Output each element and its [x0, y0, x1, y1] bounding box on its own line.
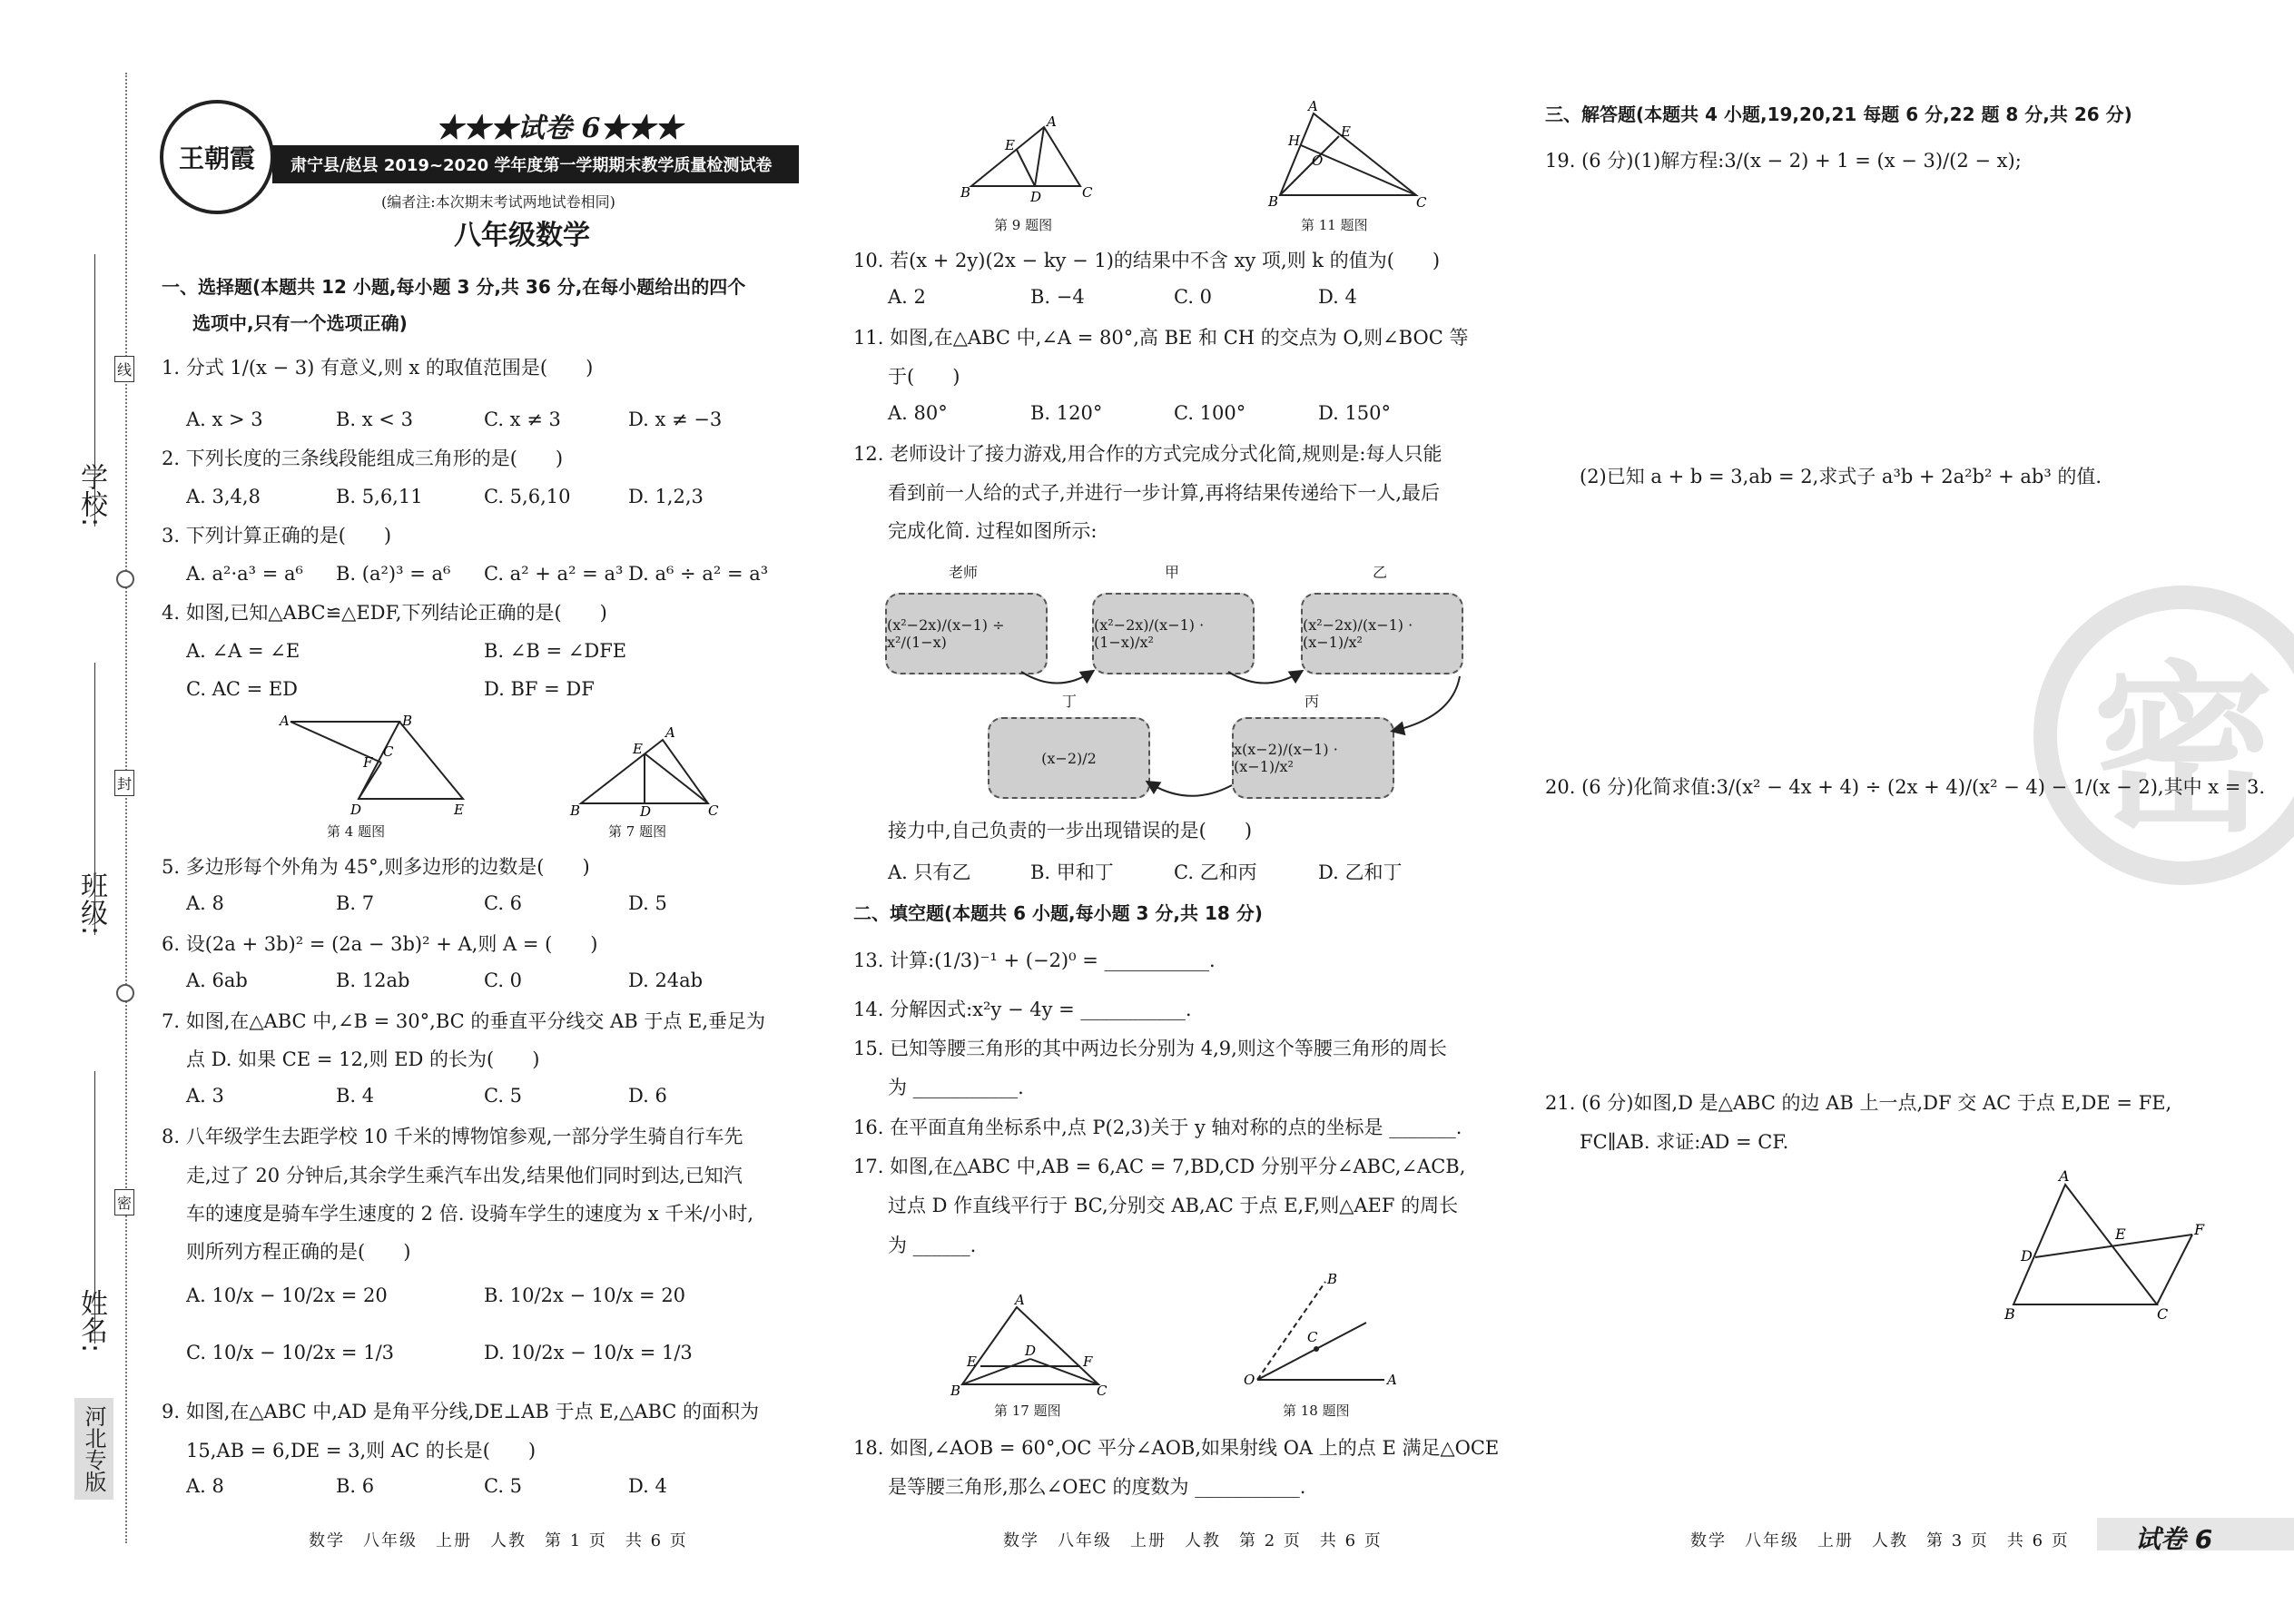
q12-line-4: 接力中,自己负责的一步出现错误的是( )	[888, 820, 1253, 842]
q15-line-1: 15. 已知等腰三角形的其中两边长分别为 4,9,则这个等腰三角形的周长	[853, 1038, 1447, 1059]
q20: 20. (6 分)化简求值:3/(x² − 4x + 4) ÷ (2x + 4)/(x² − 4) − 1/(x − 2),其中 x = 3.	[1545, 776, 2266, 798]
svg-text:A: A	[1047, 113, 1057, 130]
svg-text:E: E	[1341, 123, 1351, 140]
svg-text:A: A	[280, 713, 290, 729]
section-3-title: 三、解答题(本题共 4 小题,19,20,21 每题 6 分,22 题 8 分,共 26 分)	[1545, 103, 2132, 125]
svg-text:A: A	[1387, 1372, 1397, 1388]
caption-q17: 第 17 题图	[994, 1403, 1061, 1419]
q8-opt-a: A. 10/x − 10/2x = 20	[186, 1284, 388, 1306]
figure-q21	[1997, 1166, 2206, 1330]
svg-text:C: C	[383, 743, 394, 760]
svg-text:F: F	[1083, 1353, 1093, 1370]
relay-box-jia: (x²−2x)/(x−1) · (1−x)/x²	[1092, 593, 1255, 674]
figure-q4	[272, 713, 481, 817]
editor-note: (编者注:本次期末考试两地试卷相同)	[381, 193, 615, 211]
q1-opt-d: D. x ≠ −3	[628, 408, 723, 430]
q1-opt-c: C. x ≠ 3	[484, 408, 561, 430]
q4: 4. 如图,已知△ABC≌△EDF,下列结论正确的是( )	[162, 602, 607, 624]
q11-line-1: 11. 如图,在△ABC 中,∠A = 80°,高 BE 和 CH 的交点为 O,则∠BOC 等	[853, 327, 1469, 349]
q21-line-1: 21. (6 分)如图,D 是△ABC 的边 AB 上一点,DF 交 AC 于点 E,DE = FE,	[1545, 1092, 2172, 1114]
q12-opt-c: C. 乙和丙	[1174, 861, 1257, 883]
q9-line-1: 9. 如图,在△ABC 中,AD 是角平分线,DE⊥AB 于点 E,△ABC 的面积为	[162, 1401, 760, 1422]
binding-hole-2	[116, 984, 134, 1002]
svg-text:O: O	[1312, 153, 1324, 169]
q11-opt-d: D. 150°	[1318, 402, 1392, 424]
q9-opt-b: B. 6	[336, 1475, 375, 1497]
q10-opt-a: A. 2	[888, 286, 926, 308]
role-teacher: 老师	[949, 564, 979, 581]
q8-opt-b: B. 10/2x − 10/x = 20	[484, 1284, 686, 1306]
q1-opt-a: A. x > 3	[186, 408, 263, 430]
q6-opt-a: A. 6ab	[186, 969, 248, 991]
q9-opt-a: A. 8	[186, 1475, 224, 1497]
q3-opt-d: D. a⁶ ÷ a² = a³	[628, 563, 769, 585]
svg-text:E: E	[967, 1353, 977, 1370]
q12-opt-b: B. 甲和丁	[1030, 861, 1114, 883]
figure-q11	[1266, 100, 1430, 209]
logo-text: 王朝霞	[178, 143, 255, 173]
q8-line-4: 则所列方程正确的是( )	[186, 1241, 411, 1263]
q2-opt-a: A. 3,4,8	[186, 486, 261, 507]
caption-q7: 第 7 题图	[608, 823, 667, 840]
paper-badge: 试卷 6	[2135, 1524, 2213, 1554]
q4-opt-b: B. ∠B = ∠DFE	[484, 640, 627, 662]
q3-opt-c: C. a² + a² = a³	[484, 563, 624, 585]
q2: 2. 下列长度的三条线段能组成三角形的是( )	[162, 448, 564, 469]
svg-text:E: E	[2115, 1225, 2126, 1243]
q12-line-1: 12. 老师设计了接力游戏,用合作的方式完成分式化简,规则是:每人只能	[853, 443, 1442, 465]
q5-opt-b: B. 7	[336, 892, 375, 914]
svg-text:E: E	[1005, 137, 1015, 153]
svg-text:C: C	[708, 802, 719, 817]
svg-text:H: H	[1288, 133, 1301, 149]
q4-opt-d: D. BF = DF	[484, 678, 595, 700]
caption-q11: 第 11 题图	[1301, 217, 1368, 233]
relay-arrows	[885, 590, 1475, 799]
q8-opt-d: D. 10/2x − 10/x = 1/3	[484, 1342, 693, 1363]
svg-text:E: E	[633, 741, 643, 757]
school-label: 学校:	[75, 463, 107, 527]
q12-opt-a: A. 只有乙	[888, 861, 971, 883]
q9-line-2: 15,AB = 6,DE = 3,则 AC 的长是( )	[186, 1440, 537, 1462]
q10-opt-d: D. 4	[1318, 286, 1357, 308]
q6-opt-b: B. 12ab	[336, 969, 410, 991]
footer-page-2: 数学 八年级 上册 人教 第 2 页 共 6 页	[1003, 1531, 1383, 1550]
q6-opt-d: D. 24ab	[628, 969, 704, 991]
series-label: ★★★试卷 6★★★	[436, 113, 683, 144]
figure-q18	[1244, 1271, 1407, 1398]
caption-q4: 第 4 题图	[327, 823, 386, 840]
binding-mark-1: 线	[114, 356, 134, 382]
q11-opt-a: A. 80°	[888, 402, 948, 424]
q19-part-2: (2)已知 a + b = 3,ab = 2,求式子 a³b + 2a²b² + ab³ 的值.	[1580, 466, 2102, 487]
q11-line-2: 于( )	[888, 366, 960, 388]
q18-line-2: 是等腰三角形,那么∠OEC 的度数为 ___________.	[888, 1476, 1306, 1498]
q4-opt-c: C. AC = ED	[186, 678, 299, 700]
subject-title: 八年级数学	[454, 220, 590, 251]
svg-text:C: C	[1307, 1329, 1318, 1345]
svg-text:B: B	[950, 1383, 961, 1398]
section-2-title: 二、填空题(本题共 6 小题,每小题 3 分,共 18 分)	[853, 902, 1263, 924]
q11-opt-c: C. 100°	[1174, 402, 1246, 424]
q7-opt-b: B. 4	[336, 1085, 375, 1107]
q10: 10. 若(x + 2y)(2x − ky − 1)的结果中不含 xy 项,则 k 的值为( )	[853, 250, 1441, 271]
q6: 6. 设(2a + 3b)² = (2a − 3b)² + A,则 A = ( )	[162, 933, 598, 955]
name-label: 姓名:	[75, 1289, 107, 1353]
section-1-title-b: 选项中,只有一个选项正确)	[192, 312, 408, 334]
q17-line-2: 过点 D 作直线平行于 BC,分别交 AB,AC 于点 E,F,则△AEF 的周长	[888, 1195, 1459, 1216]
relay-box-ding: (x−2)/2	[988, 717, 1150, 799]
q8-line-1: 8. 八年级学生去距学校 10 千米的博物馆参观,一部分学生骑自行车先	[162, 1126, 743, 1147]
q15-line-2: 为 ___________.	[888, 1077, 1024, 1098]
svg-text:B: B	[2004, 1305, 2015, 1323]
binding-mark-3: 密	[114, 1189, 134, 1216]
q4-opt-a: A. ∠A = ∠E	[186, 640, 300, 662]
q17-line-1: 17. 如图,在△ABC 中,AB = 6,AC = 7,BD,CD 分别平分∠ABC,∠ACB,	[853, 1156, 1466, 1177]
seal-text: 密	[2092, 645, 2274, 857]
svg-text:D: D	[640, 803, 652, 817]
q12-opt-d: D. 乙和丁	[1318, 861, 1403, 883]
svg-text:A: A	[2059, 1167, 2070, 1185]
q12-line-2: 看到前一人给的式子,并进行一步计算,再将结果传递给下一人,最后	[888, 482, 1441, 504]
svg-text:A: A	[1015, 1294, 1025, 1308]
binding-hole-1	[116, 570, 134, 588]
q16: 16. 在平面直角坐标系中,点 P(2,3)关于 y 轴对称的点的坐标是 _______.	[853, 1117, 1462, 1138]
relay-box-yi: (x²−2x)/(x−1) · (x−1)/x²	[1301, 593, 1463, 674]
binding-mark-2: 封	[114, 770, 134, 796]
q8-opt-c: C. 10/x − 10/2x = 1/3	[186, 1342, 395, 1363]
svg-text:D: D	[350, 802, 362, 817]
svg-text:A: A	[1308, 100, 1318, 114]
confidential-seal	[2033, 586, 2294, 885]
role-bing: 丙	[1305, 693, 1320, 710]
svg-text:B: B	[570, 802, 581, 817]
q5-opt-a: A. 8	[186, 892, 224, 914]
relay-box-bing: x(x−2)/(x−1) · (x−1)/x²	[1232, 717, 1394, 799]
q8-line-2: 走,过了 20 分钟后,其余学生乘汽车出发,结果他们同时到达,已知汽	[186, 1165, 743, 1186]
q5: 5. 多边形每个外角为 45°,则多边形的边数是( )	[162, 856, 590, 878]
region-tag: 河北专版	[74, 1398, 113, 1500]
q8-line-3: 车的速度是骑车学生速度的 2 倍. 设骑车学生的速度为 x 千米/小时,	[186, 1203, 754, 1225]
section-1-title: 一、选择题(本题共 12 小题,每小题 3 分,共 36 分,在每小题给出的四个	[162, 276, 746, 298]
footer-page-1: 数学 八年级 上册 人教 第 1 页 共 6 页	[309, 1531, 688, 1550]
q7-line-1: 7. 如图,在△ABC 中,∠B = 30°,BC 的垂直平分线交 AB 于点 E,垂足为	[162, 1010, 766, 1032]
name-line	[94, 1071, 95, 1343]
q6-opt-c: C. 0	[484, 969, 523, 991]
brand-logo	[160, 100, 274, 214]
q5-opt-d: D. 5	[628, 892, 667, 914]
school-line	[94, 254, 95, 527]
svg-text:F: F	[2194, 1221, 2205, 1238]
q14: 14. 分解因式:x²y − 4y = ___________.	[853, 999, 1192, 1020]
caption-q18: 第 18 题图	[1283, 1403, 1350, 1419]
svg-text:D: D	[1030, 189, 1042, 204]
q10-opt-b: B. −4	[1030, 286, 1085, 308]
q11-opt-b: B. 120°	[1030, 402, 1103, 424]
q19-part-1: 19. (6 分)(1)解方程:3/(x − 2) + 1 = (x − 3)/(2 − x);	[1545, 150, 2022, 172]
q2-opt-b: B. 5,6,11	[336, 486, 423, 507]
svg-text:E: E	[454, 802, 464, 817]
class-line	[94, 663, 95, 935]
q2-opt-c: C. 5,6,10	[484, 486, 571, 507]
exam-title-banner	[272, 145, 799, 183]
q9-opt-d: D. 4	[628, 1475, 667, 1497]
q3-opt-a: A. a²·a³ = a⁶	[186, 563, 303, 585]
svg-text:F: F	[363, 754, 373, 771]
svg-text:C: C	[1082, 184, 1093, 201]
class-label: 班级:	[75, 871, 107, 936]
q1-opt-b: B. x < 3	[336, 408, 413, 430]
svg-text:O: O	[1244, 1372, 1255, 1388]
exam-title: 肃宁县/赵县 2019~2020 学年度第一学期期末教学质量检测试卷	[290, 156, 773, 175]
figure-q7	[567, 726, 722, 817]
svg-text:B: B	[1268, 193, 1279, 209]
svg-text:B: B	[1327, 1271, 1338, 1287]
q21-line-2: FC∥AB. 求证:AD = CF.	[1580, 1131, 1789, 1153]
svg-text:B: B	[402, 713, 413, 729]
svg-text:D: D	[2021, 1247, 2033, 1265]
q7-opt-d: D. 6	[628, 1085, 667, 1107]
q9-opt-c: C. 5	[484, 1475, 523, 1497]
svg-text:A: A	[665, 726, 675, 741]
role-yi: 乙	[1373, 564, 1388, 581]
svg-text:C: C	[1097, 1383, 1108, 1398]
role-jia: 甲	[1165, 564, 1180, 581]
q5-opt-c: C. 6	[484, 892, 523, 914]
svg-text:C: C	[1416, 194, 1427, 209]
q10-opt-c: C. 0	[1174, 286, 1213, 308]
figure-q9	[958, 113, 1094, 204]
svg-text:D: D	[1025, 1343, 1037, 1359]
relay-box-teacher: (x²−2x)/(x−1) ÷ x²/(1−x)	[885, 593, 1048, 674]
figure-q17	[949, 1294, 1112, 1398]
footer-page-3: 数学 八年级 上册 人教 第 3 页 共 6 页	[1690, 1531, 2070, 1550]
q12-line-3: 完成化简. 过程如图所示:	[888, 520, 1098, 542]
q3: 3. 下列计算正确的是( )	[162, 525, 392, 546]
q2-opt-d: D. 1,2,3	[628, 486, 704, 507]
svg-text:B: B	[960, 184, 971, 201]
q7-line-2: 点 D. 如果 CE = 12,则 ED 的长为( )	[186, 1048, 540, 1070]
q18-line-1: 18. 如图,∠AOB = 60°,OC 平分∠AOB,如果射线 OA 上的点 E 满足△OCE	[853, 1437, 1500, 1459]
q1: 1. 分式 1/(x − 3) 有意义,则 x 的取值范围是( )	[162, 357, 594, 379]
svg-text:C: C	[2157, 1305, 2169, 1323]
caption-q9: 第 9 题图	[994, 217, 1053, 233]
q7-opt-a: A. 3	[186, 1085, 224, 1107]
role-ding: 丁	[1062, 693, 1078, 710]
q17-line-3: 为 ______.	[888, 1235, 977, 1256]
q7-opt-c: C. 5	[484, 1085, 523, 1107]
q13: 13. 计算:(1/3)⁻¹ + (−2)⁰ = ___________.	[853, 950, 1216, 971]
binding-line	[125, 73, 127, 1543]
q3-opt-b: B. (a²)³ = a⁶	[336, 563, 451, 585]
